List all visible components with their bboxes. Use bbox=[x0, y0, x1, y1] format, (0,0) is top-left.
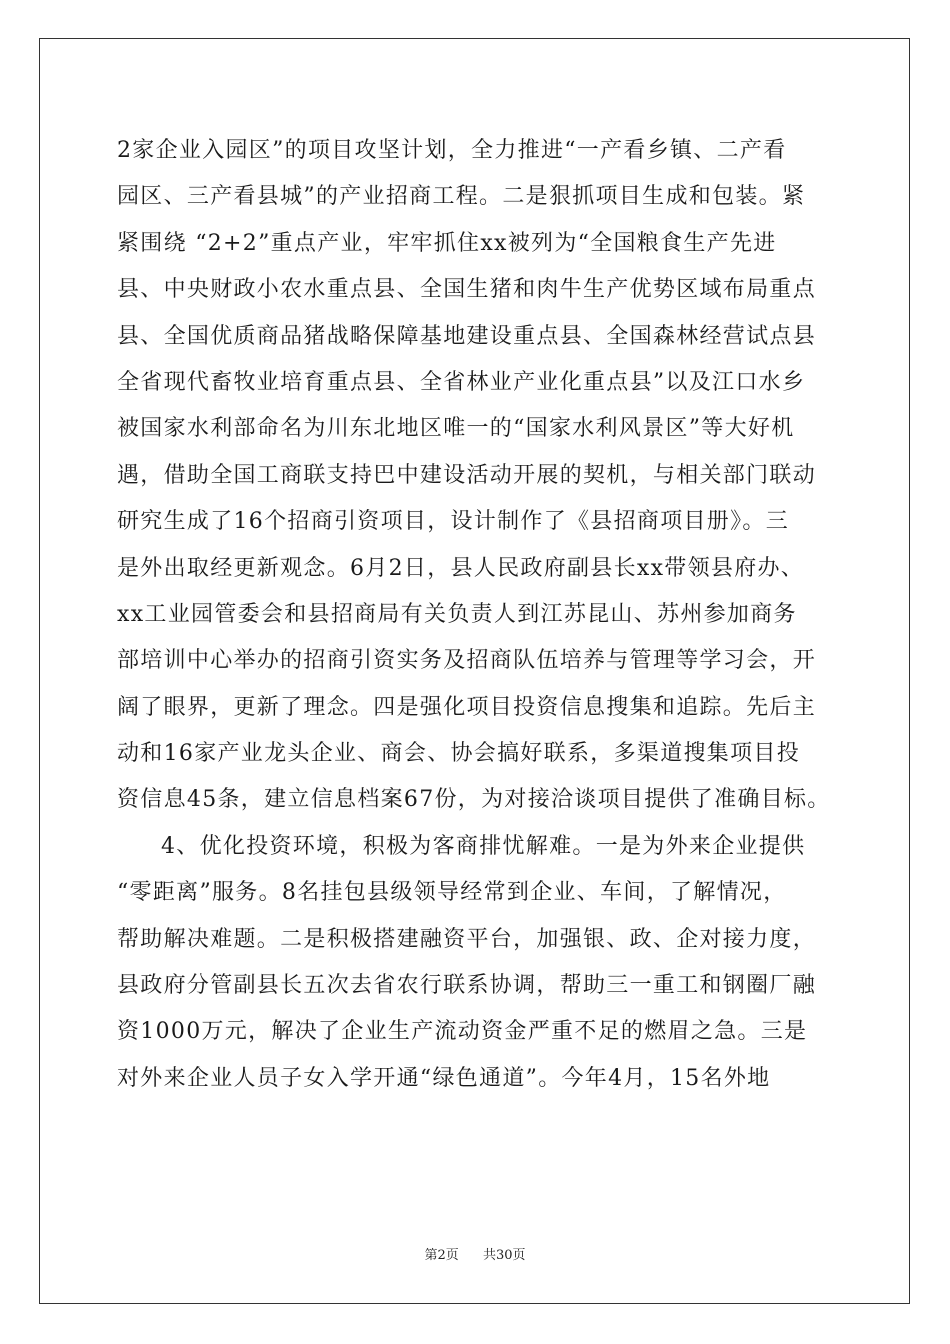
page-footer bbox=[0, 1244, 950, 1263]
text-line: 园区、三产看县城”的产业招商工程。二是狠抓项目生成和包装。紧 bbox=[117, 184, 806, 210]
text-line: 县、中央财政小农水重点县、全国生猪和肉牛生产优势区域布局重点 bbox=[117, 277, 817, 303]
document-body bbox=[117, 128, 837, 1102]
text-line: xx工业园管委会和县招商局有关负责人到江苏昆山、苏州参加商务 bbox=[117, 601, 797, 627]
text-line: 对外来企业人员子女入学开通“绿色通道”。今年4月，15名外地 bbox=[117, 1065, 771, 1091]
text-line: 研究生成了16个招商引资项目，设计制作了《县招商项目册》。三 bbox=[117, 509, 789, 535]
text-line: 被国家水利部命名为川东北地区唯一的“国家水利风景区”等大好机 bbox=[117, 416, 795, 442]
text-line: 资1000万元，解决了企业生产流动资金严重不足的燃眉之急。三是 bbox=[117, 1019, 808, 1045]
total-pages: 共30页 bbox=[483, 1248, 526, 1263]
text-line: 遇，借助全国工商联支持巴中建设活动开展的契机，与相关部门联动 bbox=[117, 462, 817, 488]
text-line: 是外出取经更新观念。6月2日，县人民政府副县长xx带领县府办、 bbox=[117, 555, 805, 581]
text-line: 全省现代畜牧业培育重点县、全省林业产业化重点县”以及江口水乡 bbox=[117, 369, 806, 395]
text-line: “零距离”服务。8名挂包县级领导经常到企业、车间，了解情况， bbox=[117, 880, 787, 906]
text-line: 2家企业入园区”的项目攻坚计划，全力推进“一产看乡镇、二产看 bbox=[117, 138, 787, 163]
paragraph-start-line: 4、优化投资环境，积极为客商排忧解难。一是为外来企业提供 bbox=[161, 833, 806, 859]
text-line: 资信息45条，建立信息档案67份，为对接洽谈项目提供了准确目标。 bbox=[117, 787, 831, 813]
text-line: 动和16家产业龙头企业、商会、协会搞好联系，多渠道搜集项目投 bbox=[117, 741, 800, 767]
text-line: 帮助解决难题。二是积极搭建融资平台，加强银、政、企对接力度， bbox=[117, 926, 817, 952]
text-line: 紧围绕 “2+2”重点产业，牢牢抓住xx被列为“全国粮食生产先进 bbox=[117, 230, 777, 256]
text-line: 部培训中心举办的招商引资实务及招商队伍培养与管理等学习会，开 bbox=[117, 648, 817, 674]
text-line: 县政府分管副县长五次去省农行联系协调，帮助三一重工和钢圈厂融 bbox=[117, 973, 817, 999]
text-line: 县、全国优质商品猪战略保障基地建设重点县、全国森林经营试点县 bbox=[117, 323, 817, 349]
page-number: 第2页 bbox=[424, 1248, 459, 1263]
text-line: 阔了眼界，更新了理念。四是强化项目投资信息搜集和追踪。先后主 bbox=[117, 694, 817, 720]
